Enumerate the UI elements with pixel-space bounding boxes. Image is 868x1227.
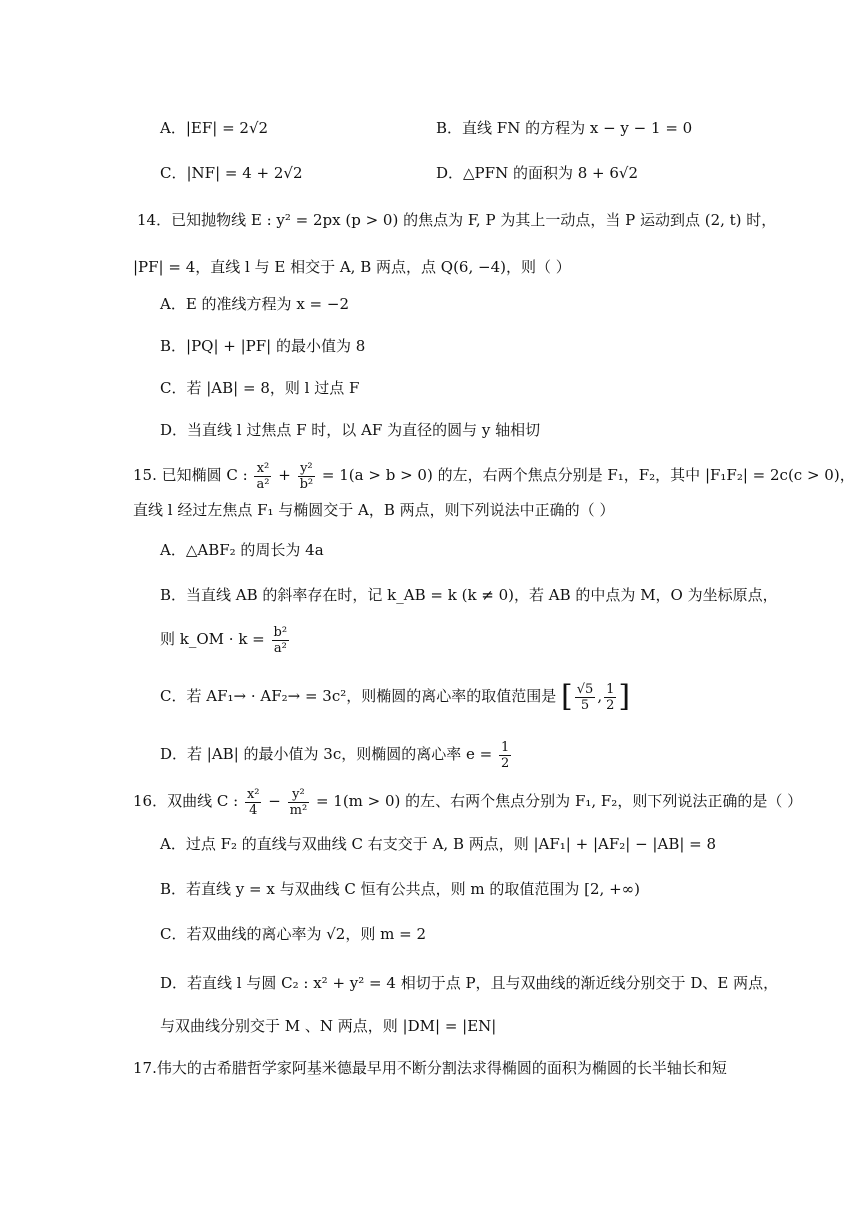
q15-option-c-fraction-2: $\frac{1}{2}$ xyxy=(606,681,615,713)
q15-option-c-left-bracket: [ xyxy=(561,679,573,714)
q15-option-c-prefix: C．若 AF₁→ · AF₂→ = 3c²，则椭圆的离心率的取值范围是 xyxy=(160,687,557,705)
q15-option-b-line2 xyxy=(160,622,291,656)
q16-x-fraction: $\frac{\text{x²}}{4}$ xyxy=(246,786,260,818)
q15-option-c-fraction-1: $\frac{√5}{5}$ xyxy=(576,681,594,713)
q14-option-b: B．|PQ| + |PF| 的最小值为 8 xyxy=(160,337,366,355)
q13-option-d: D．△PFN 的面积为 8 + 6√2 xyxy=(436,164,639,182)
q15-option-d-prefix: D．若 |AB| 的最小值为 3c，则椭圆的离心率 e = xyxy=(160,745,493,763)
q15-option-d xyxy=(160,736,513,772)
q15-option-c-comma: , xyxy=(597,687,603,705)
q13-option-a: A．|EF| = 2√2 xyxy=(160,119,269,137)
q14-option-c: C．若 |AB| = 8，则 l 过点 F xyxy=(160,379,360,397)
q15-ellipse-x-fraction: $\frac{\text{x²}}{\text{a²}}$ xyxy=(256,460,270,492)
q14-stem-line1: 14．已知抛物线 E : y² = 2px (p > 0) 的焦点为 F, P 为其上一动点，当 P 运动到点 (2, t) 时， xyxy=(137,211,777,229)
q15-stem-line1 xyxy=(133,458,855,492)
q17-stem-line1: 17.伟大的古希腊哲学家阿基米德最早用不断分割法求得椭圆的面积为椭圆的长半轴长和短 xyxy=(133,1059,727,1077)
q16-option-d-line2: 与双曲线分别交于 M 、N 两点，则 |DM| = |EN| xyxy=(160,1017,497,1035)
q16-y-fraction: $\frac{\text{y²}}{\text{m²}}$ xyxy=(289,786,308,818)
q15-option-a: A．△ABF₂ 的周长为 4a xyxy=(160,541,324,559)
q15-ellipse-plus: + xyxy=(278,466,291,484)
q16-stem-prefix: 16．双曲线 C : xyxy=(133,792,239,810)
q13-option-c: C．|NF| = 4 + 2√2 xyxy=(160,164,303,182)
q15-stem-prefix: 15. 已知椭圆 C : xyxy=(133,466,248,484)
q16-option-a: A．过点 F₂ 的直线与双曲线 C 右支交于 A, B 两点，则 |AF₁| + |AF₂| − |AB| = 8 xyxy=(160,835,717,853)
q15-option-b-prefix: 则 k_OM · k = xyxy=(160,630,265,648)
q16-option-c: C．若双曲线的离心率为 √2，则 m = 2 xyxy=(160,925,426,943)
q15-option-b-line1: B．当直线 AB 的斜率存在时，记 k_AB = k (k ≠ 0)，若 AB 的中点为 M，O 为坐标原点， xyxy=(160,586,778,604)
q15-stem-line2: 直线 l 经过左焦点 F₁ 与椭圆交于 A，B 两点，则下列说法中正确的（ ） xyxy=(133,501,615,519)
q15-option-c-right-bracket: ] xyxy=(618,679,631,714)
q14-stem-line2: |PF| = 4，直线 l 与 E 相交于 A, B 两点，点 Q(6, −4)，则（ ） xyxy=(133,258,571,276)
q16-option-d-line1: D．若直线 l 与圆 C₂ : x² + y² = 4 相切于点 P，且与双曲线的渐近线分别交于 D、E 两点， xyxy=(160,974,779,992)
q15-stem-suffix: = 1(a > b > 0) 的左，右两个焦点分别是 F₁，F₂，其中 |F₁F₂| = 2c(c > 0)， xyxy=(321,466,855,484)
q15-option-b-fraction: $\frac{\text{b²}}{\text{a²}}$ xyxy=(273,624,288,656)
q15-option-d-fraction: $\frac{1}{2}$ xyxy=(501,739,510,771)
q16-minus: − xyxy=(268,792,281,810)
q14-option-a: A．E 的准线方程为 x = −2 xyxy=(160,295,349,313)
q16-stem-suffix: = 1(m > 0) 的左、右两个焦点分别为 F₁, F₂，则下列说法正确的是（ ） xyxy=(315,792,803,810)
q14-option-d: D．当直线 l 过焦点 F 时，以 AF 为直径的圆与 y 轴相切 xyxy=(160,421,541,439)
q13-option-b: B．直线 FN 的方程为 x − y − 1 = 0 xyxy=(436,119,693,137)
q16-option-b: B．若直线 y = x 与双曲线 C 恒有公共点，则 m 的取值范围为 [2, +∞) xyxy=(160,880,640,898)
q15-option-c xyxy=(160,676,630,717)
q15-ellipse-y-fraction: $\frac{\text{y²}}{\text{b²}}$ xyxy=(299,460,314,492)
q16-stem xyxy=(133,784,802,818)
